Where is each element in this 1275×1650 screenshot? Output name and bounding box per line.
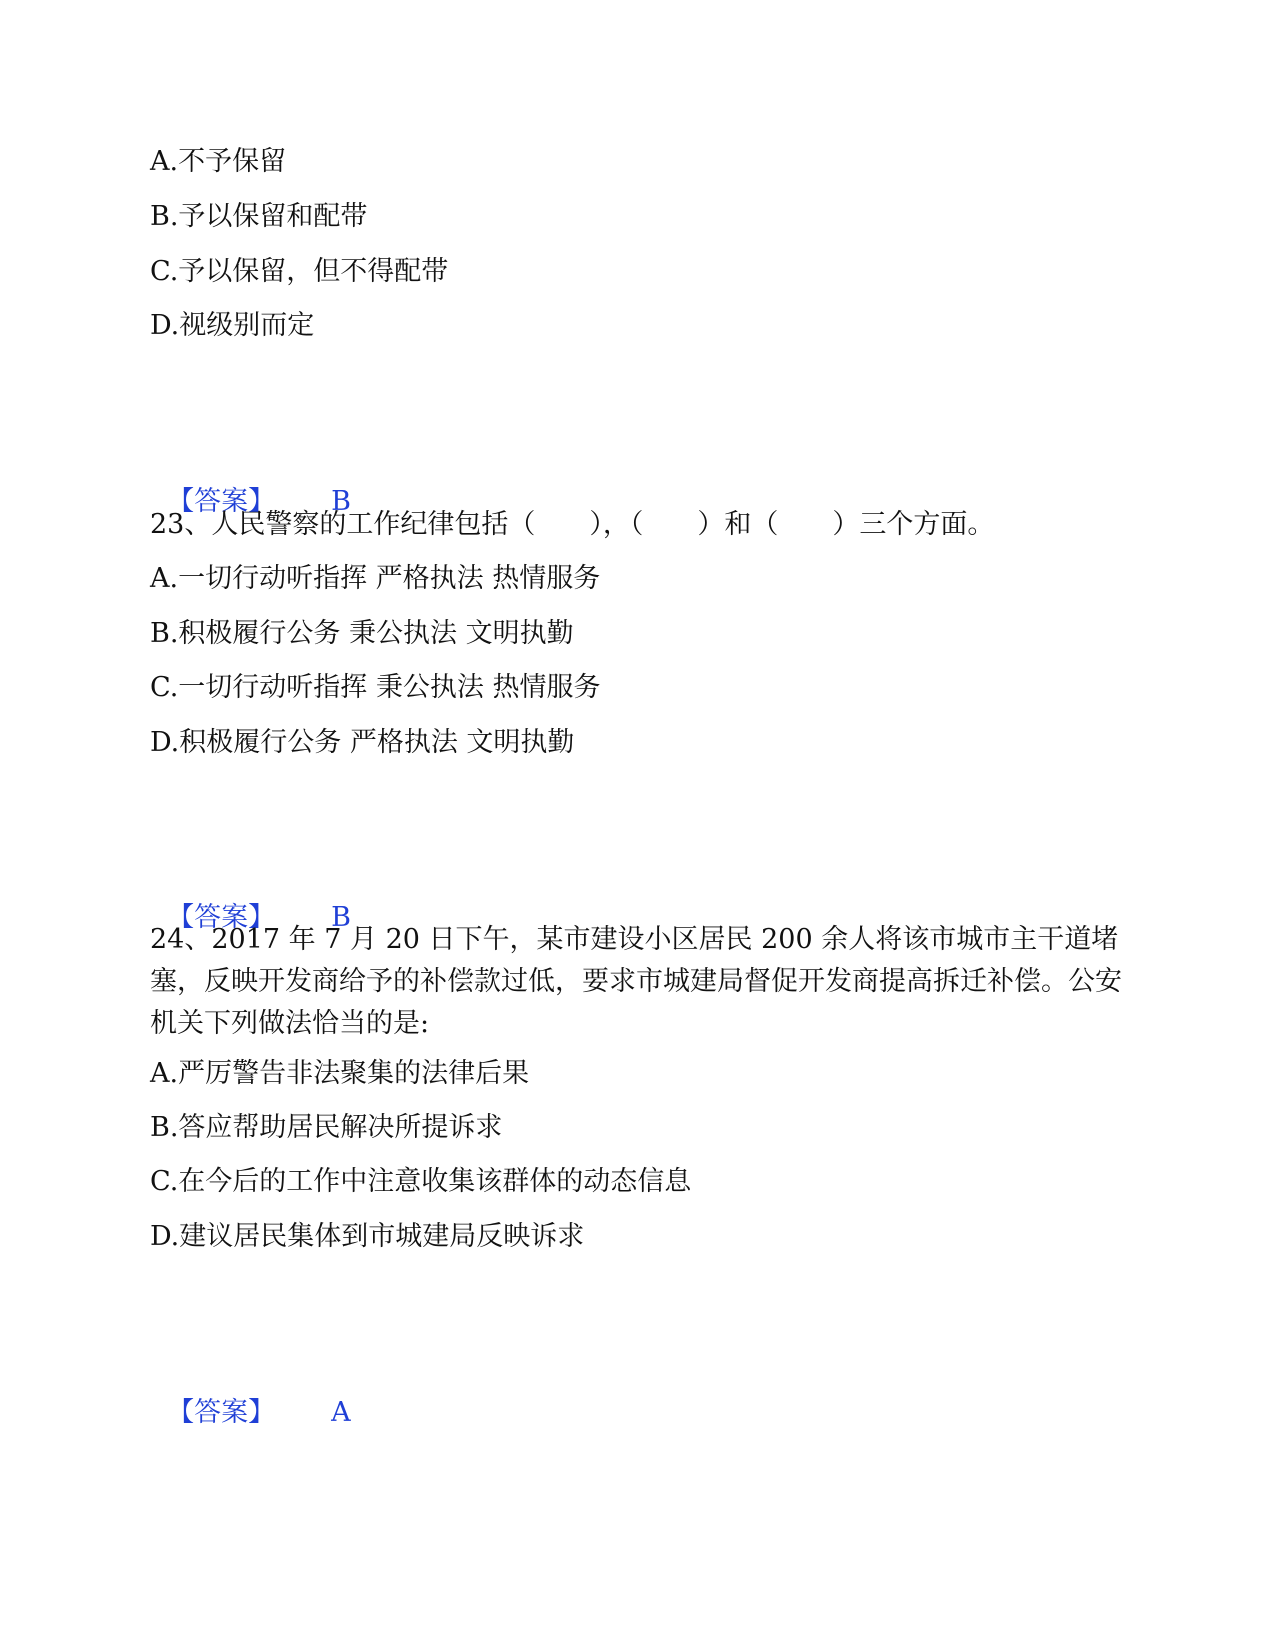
question-23: 23、人民警察的工作纪律包括（ ），（ ）和（ ）三个方面。	[150, 509, 995, 540]
q23-option-b: B.积极履行公务 秉公执法 文明执勤	[150, 618, 574, 649]
q23-option-a: A.一切行动听指挥 严格执法 热情服务	[150, 563, 601, 594]
option-d: D.视级别而定	[150, 310, 315, 341]
question-24: 24、2017 年 7 月 20 日下午，某市建设小区居民 200 余人将该市城市主干道堵塞，反映开发商给予的补偿款过低，要求市城建局督促开发商提高拆迁补偿。公安机关下列做法恰当的是:	[150, 924, 1122, 1039]
q23-option-c: C.一切行动听指挥 秉公执法 热情服务	[150, 672, 601, 703]
option-c: C.予以保留，但不得配带	[150, 256, 449, 287]
q24-option-c: C.在今后的工作中注意收集该群体的动态信息	[150, 1166, 692, 1197]
q24-answer-row	[150, 1365, 351, 1429]
answer-label: 【答案】	[167, 1397, 276, 1428]
answer-label: 【答案】	[167, 486, 276, 517]
answer-value: A	[331, 1397, 351, 1428]
answer-value: B	[331, 902, 352, 933]
option-b: B.予以保留和配带	[150, 201, 368, 232]
q23-option-d: D.积极履行公务 严格执法 文明执勤	[150, 727, 575, 758]
q24-option-a: A.严厉警告非法聚集的法律后果	[150, 1058, 530, 1089]
answer-label: 【答案】	[167, 902, 276, 933]
q24-option-b: B.答应帮助居民解决所提诉求	[150, 1112, 503, 1143]
q24-option-d: D.建议居民集体到市城建局反映诉求	[150, 1221, 585, 1252]
option-a: A.不予保留	[150, 146, 287, 177]
answer-value: B	[331, 486, 352, 517]
